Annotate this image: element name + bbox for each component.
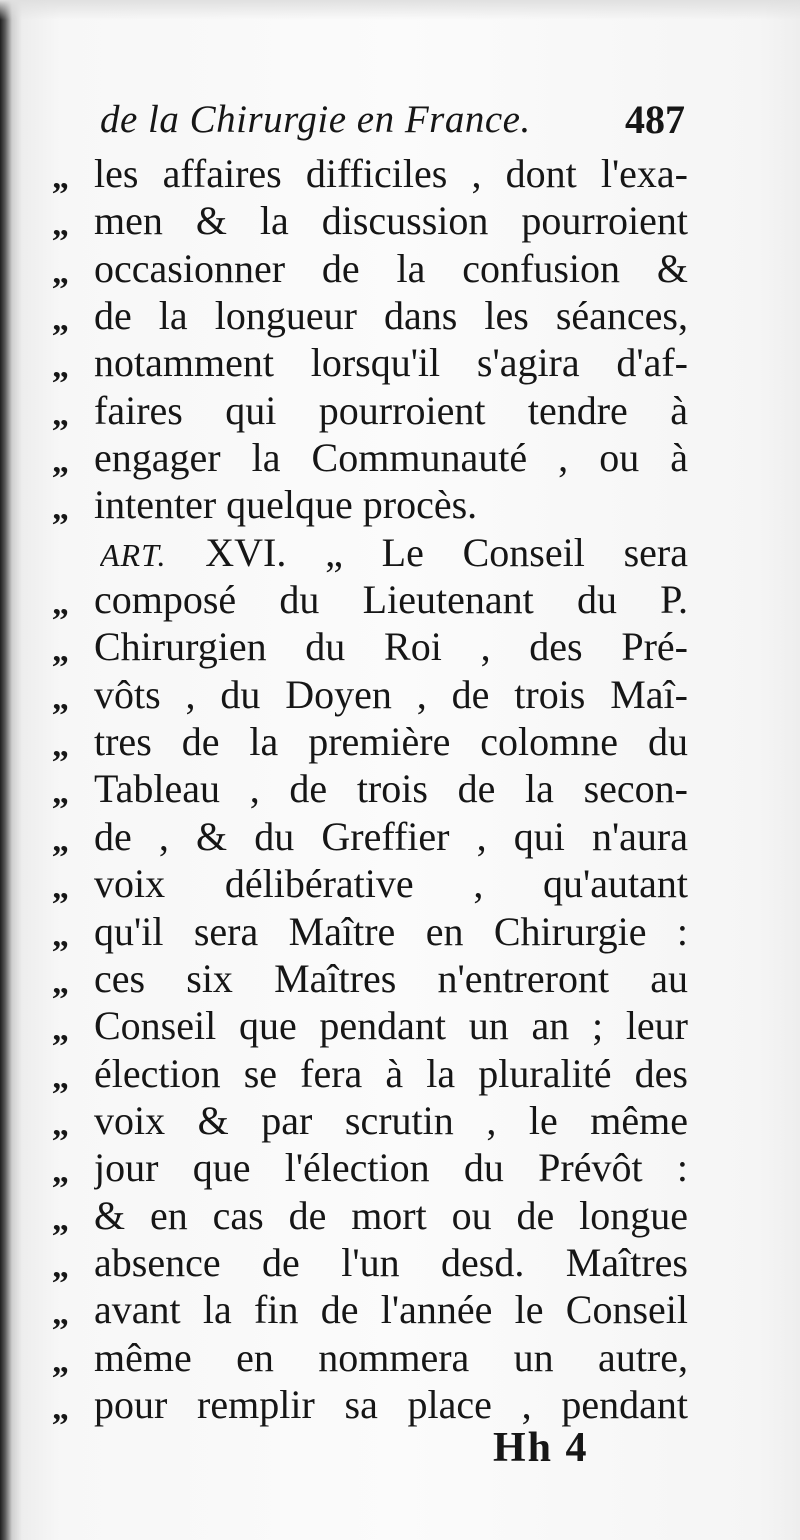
body-text bbox=[52, 150, 688, 1428]
line-content: & en cas de mort ou de longue bbox=[94, 1192, 688, 1238]
line-content: élection se fera à la pluralité des bbox=[94, 1050, 688, 1096]
quotation-mark: „ bbox=[52, 963, 69, 1001]
line-content: notamment lorsqu'il s'agira d'af- bbox=[94, 340, 688, 386]
quotation-mark: „ bbox=[52, 1153, 69, 1191]
line-text bbox=[94, 623, 688, 670]
line-text bbox=[94, 908, 688, 955]
text-line bbox=[52, 576, 688, 623]
line-text bbox=[94, 1192, 688, 1239]
line-text bbox=[94, 481, 688, 528]
line-text bbox=[94, 955, 688, 1002]
text-line bbox=[52, 1286, 688, 1333]
text-line bbox=[52, 1144, 688, 1191]
quotation-mark: „ bbox=[52, 1105, 69, 1143]
quotation-mark: „ bbox=[52, 348, 69, 386]
text-line bbox=[52, 1239, 688, 1286]
line-text bbox=[94, 671, 688, 718]
line-content: Conseil que pendant un an ; leur bbox=[94, 1003, 688, 1049]
text-line bbox=[52, 860, 688, 907]
line-content: occasionner de la confusion & bbox=[94, 245, 688, 291]
quotation-mark: „ bbox=[52, 206, 69, 244]
signature-mark: Hh 4 bbox=[493, 1425, 589, 1471]
line-content: faires qui pourroient tendre à bbox=[94, 387, 688, 433]
text-line bbox=[52, 481, 688, 528]
line-text bbox=[94, 1286, 688, 1333]
quotation-mark: „ bbox=[52, 632, 69, 670]
running-title: de la Chirurgie en France. bbox=[100, 98, 531, 141]
line-content: Tableau , de trois de la secon- bbox=[94, 766, 688, 812]
line-content: de , & du Greffier , qui n'aura bbox=[94, 813, 688, 859]
quotation-mark: „ bbox=[52, 395, 69, 433]
line-content: Chirurgien du Roi , des Pré- bbox=[94, 624, 688, 670]
quotation-mark: „ bbox=[52, 1342, 69, 1380]
text-line bbox=[52, 671, 688, 718]
line-content: voix délibérative , qu'autant bbox=[94, 861, 688, 907]
line-content: avant la fin de l'année le Conseil bbox=[94, 1287, 688, 1333]
text-line bbox=[52, 150, 688, 197]
quotation-mark: „ bbox=[52, 585, 69, 623]
text-line bbox=[52, 1334, 688, 1381]
line-content: pour remplir sa place , pendant bbox=[94, 1381, 688, 1427]
line-text bbox=[94, 1381, 688, 1428]
text-line bbox=[52, 292, 688, 339]
text-line bbox=[52, 908, 688, 955]
quotation-mark: „ bbox=[52, 1389, 69, 1427]
text-line bbox=[52, 765, 688, 812]
quotation-mark: „ bbox=[52, 1200, 69, 1238]
line-text bbox=[94, 292, 688, 339]
text-line bbox=[52, 955, 688, 1002]
text-line bbox=[52, 387, 688, 434]
quotation-mark: „ bbox=[52, 443, 69, 481]
line-text bbox=[94, 150, 688, 197]
line-content: voix & par scrutin , le même bbox=[94, 1097, 688, 1143]
line-text bbox=[94, 1097, 688, 1144]
quotation-mark: „ bbox=[52, 1295, 69, 1333]
text-line bbox=[52, 1192, 688, 1239]
quotation-mark: „ bbox=[52, 727, 69, 765]
text-line bbox=[52, 339, 688, 386]
line-content: ces six Maîtres n'entreront au bbox=[94, 955, 688, 1001]
line-text bbox=[94, 1239, 688, 1286]
line-text bbox=[94, 576, 688, 623]
quotation-mark: „ bbox=[52, 679, 69, 717]
text-line bbox=[52, 813, 688, 860]
line-text bbox=[94, 1050, 688, 1097]
text-line bbox=[52, 245, 688, 292]
line-text bbox=[94, 1144, 688, 1191]
line-text bbox=[94, 339, 688, 386]
quotation-mark: „ bbox=[52, 253, 69, 291]
line-content: tres de la première colomne du bbox=[94, 719, 688, 765]
line-text bbox=[94, 1334, 688, 1381]
quotation-mark: „ bbox=[52, 774, 69, 812]
quotation-mark: „ bbox=[52, 916, 69, 954]
page-header bbox=[100, 92, 685, 148]
text-line bbox=[52, 434, 688, 481]
text-line bbox=[52, 1002, 688, 1049]
quotation-mark: „ bbox=[52, 1247, 69, 1285]
line-content: absence de l'un desd. Maîtres bbox=[94, 1239, 688, 1285]
quotation-mark: „ bbox=[52, 1011, 69, 1049]
line-text bbox=[94, 718, 688, 765]
text-line bbox=[52, 529, 688, 576]
line-content: vôts , du Doyen , de trois Maî- bbox=[94, 671, 688, 717]
line-text bbox=[94, 813, 688, 860]
line-content: de la longueur dans les séances, bbox=[94, 293, 688, 339]
page-number: 487 bbox=[625, 97, 685, 142]
text-line bbox=[52, 1381, 688, 1428]
line-text bbox=[100, 529, 688, 576]
line-content: jour que l'élection du Prévôt : bbox=[94, 1145, 688, 1191]
line-content: men & la discussion pourroient bbox=[94, 198, 688, 244]
line-text bbox=[94, 860, 688, 907]
text-line bbox=[52, 197, 688, 244]
line-content: XVI. „ Le Conseil sera bbox=[205, 529, 688, 575]
line-content: engager la Communauté , ou à bbox=[94, 435, 688, 481]
line-content: qu'il sera Maître en Chirurgie : bbox=[94, 908, 688, 954]
line-content: intenter quelque procès. bbox=[94, 482, 478, 528]
text-line bbox=[52, 718, 688, 765]
line-content: les affaires difficiles , dont l'exa- bbox=[94, 151, 688, 196]
quotation-mark: „ bbox=[52, 1058, 69, 1096]
text-line bbox=[52, 623, 688, 670]
line-content: même en nommera un autre, bbox=[94, 1334, 688, 1380]
text-line bbox=[52, 1050, 688, 1097]
article-label: ART. bbox=[100, 536, 167, 573]
line-text bbox=[94, 197, 688, 244]
quotation-mark: „ bbox=[52, 869, 69, 907]
quotation-mark: „ bbox=[52, 159, 69, 196]
line-text bbox=[94, 387, 688, 434]
line-content: composé du Lieutenant du P. bbox=[94, 577, 688, 623]
line-text bbox=[94, 245, 688, 292]
line-text bbox=[94, 1002, 688, 1049]
text-line bbox=[52, 1097, 688, 1144]
quotation-mark: „ bbox=[52, 301, 69, 339]
line-text bbox=[94, 434, 688, 481]
quotation-mark: „ bbox=[52, 490, 69, 528]
quotation-mark: „ bbox=[52, 821, 69, 859]
line-text bbox=[94, 765, 688, 812]
